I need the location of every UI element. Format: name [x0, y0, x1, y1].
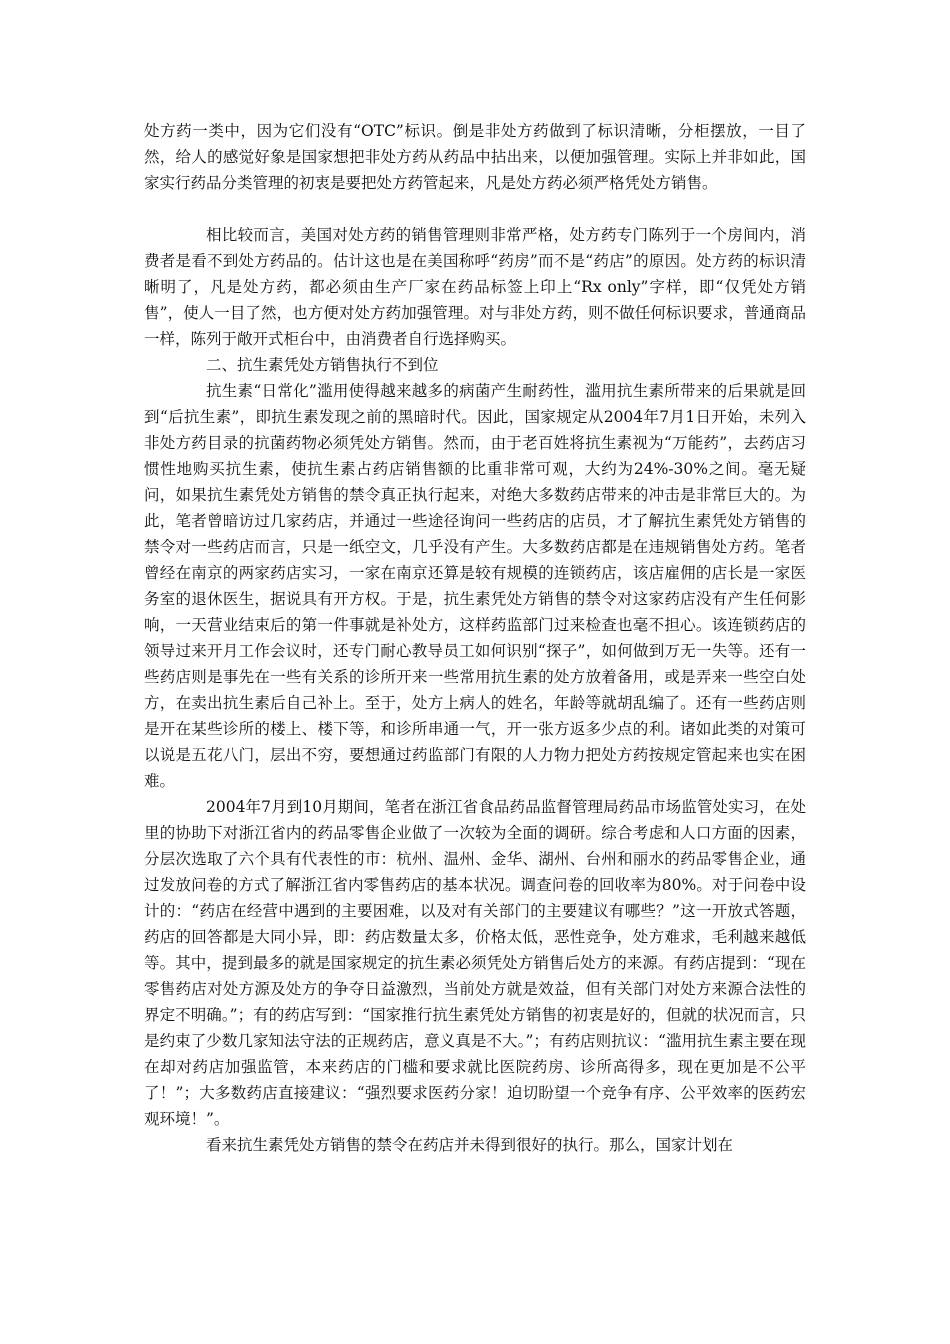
paragraph-spacer: [144, 196, 806, 222]
document-body: [144, 118, 806, 1158]
paragraph-otc-labeling: 处方药一类中，因为它们没有“OTC”标识。倒是非处方药做到了标识清晰，分柜摆放，一目了然，给人的感觉好象是国家想把非处方药从药品中拈出来，以便加强管理。实际上并非如此，国家实行药品分类管理的初衷是要把处方药管起来，凡是处方药必须严格凭处方销售。: [144, 122, 806, 192]
section-heading-antibiotics: 二、抗生素凭处方销售执行不到位: [206, 356, 439, 374]
paragraph-conclusion-start: 看来抗生素凭处方销售的禁令在药店并未得到很好的执行。那么，国家计划在: [206, 1136, 734, 1154]
paragraph-zhejiang-survey: 2004年7月到10月期间，笔者在浙江省食品药品监督管理局药品市场监管处实习，在处里的协助下对浙江省内的药品零售企业做了一次较为全面的调研。综合考虑和人口方面的因素，分层次选取了六个具有代表性的市：杭州、温州、金华、湖州、台州和丽水的药品零售企业，通过发放问卷的方式了解浙江省内零售药店的基本状况。调查问卷的回收率为80%。对于问卷中设计的：“药店在经营中遇到的主要困难，以及对有关部门的主要建议有哪些？”这一开放式答题，药店的回答都是大同小异，即：药店数量太多，价格太低，恶性竞争，处方难求，毛利越来越低等。其中，提到最多的就是国家规定的抗生素必须凭处方销售后处方的来源。有药店提到：“现在零售药店对处方源及处方的争夺日益激烈，当前处方就是效益，但有关部门对处方来源合法性的界定不明确。”；有的药店写到：“国家推行抗生素凭处方销售的初衷是好的，但就的状况而言，只是约束了少数几家知法守法的正规药店，意义真是不大。”；有药店则抗议：“滥用抗生素主要在现在却对药店加强监管，本来药店的门槛和要求就比医院药房、诊所高得多，现在更加是不公平了！”；大多数药店直接建议：“强烈要求医药分家！迫切盼望一个竞争有序、公平效率的医药宏观环境！”。: [144, 798, 806, 1128]
paragraph-antibiotic-abuse: 抗生素“日常化”滥用使得越来越多的病菌产生耐药性，滥用抗生素所带来的后果就是回到“后抗生素”，即抗生素发现之前的黑暗时代。因此，国家规定从2004年7月1日开始，未列入非处方药目录的抗菌药物必须凭处方销售。然而，由于老百姓将抗生素视为“万能药”，去药店习惯性地购买抗生素，使抗生素占药店销售额的比重非常可观，大约为24%-30%之间。毫无疑问，如果抗生素凭处方销售的禁令真正执行起来，对绝大多数药店带来的冲击是非常巨大的。为此，笔者曾暗访过几家药店，并通过一些途径询问一些药店的店员，才了解抗生素凭处方销售的禁令对一些药店而言，只是一纸空文，几乎没有产生。大多数药店都是在违规销售处方药。笔者曾经在南京的两家药店实习，一家在南京还算是较有规模的连锁药店，该店雇佣的店长是一家医务室的退休医生，据说具有开方权。于是，抗生素凭处方销售的禁令对这家药店没有产生任何影响，一天营业结束后的第一件事就是补处方，这样药监部门过来检查也毫不担心。该连锁药店的领导过来开月工作会议时，还专门耐心教导员工如何识别“探子”，如何做到万无一失等。还有一些药店则是事先在一些有关系的诊所开来一些常用抗生素的处方放着备用，或是弄来一些空白处方，在卖出抗生素后自己补上。至于，处方上病人的姓名，年龄等就胡乱编了。还有一些药店则是开在某些诊所的楼上、楼下等，和诊所串通一气，开一张方返多少点的利。诸如此类的对策可以说是五花八门，层出不穷，要想通过药监部门有限的人力物力把处方药按规定管起来也实在困难。: [144, 382, 806, 790]
paragraph-us-comparison: 相比较而言，美国对处方药的销售管理则非常严格，处方药专门陈列于一个房间内，消费者是看不到处方药品的。估计这也是在美国称呼“药房”而不是“药店”的原因。处方药的标识清晰明了，凡是处方药，都必须由生产厂家在药品标签上印上“Rx only”字样，即“仅凭处方销售”，使人一目了然，也方便对处方药加强管理。对与非处方药，则不做任何标识要求，普通商品一样，陈列于敞开式柜台中，由消费者自行选择购买。: [144, 226, 806, 348]
